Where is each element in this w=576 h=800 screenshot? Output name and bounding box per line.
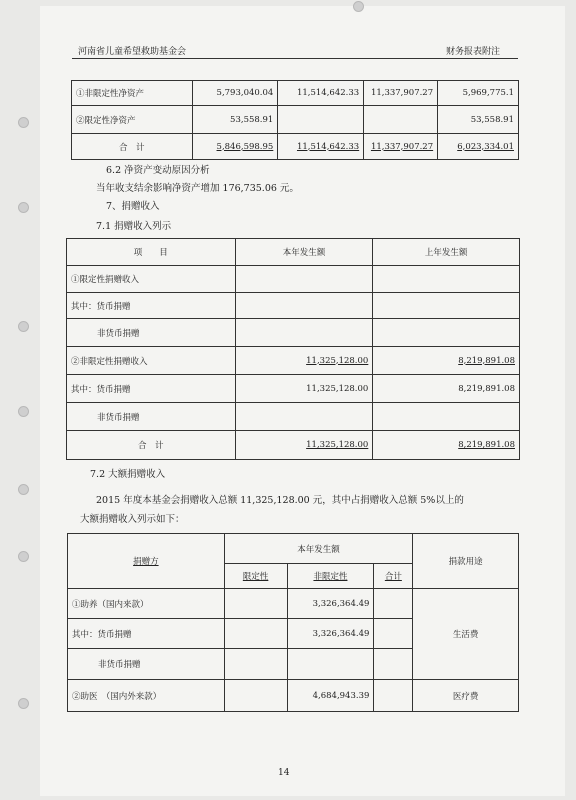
punch-hole — [18, 484, 29, 495]
table-row — [67, 266, 520, 293]
row-label: ①限定性捐赠收入 — [67, 266, 236, 293]
cell-value: 53,558.91 — [438, 106, 519, 134]
row-label: 非货币捐赠 — [68, 649, 225, 680]
punch-hole — [18, 698, 29, 709]
section-6-2-text: 当年收支结余影响净资产增加 176,735.06 元。 — [96, 183, 299, 194]
section-7-2-text-line2: 大额捐赠收入列示如下： — [80, 514, 185, 525]
header-doc-title: 财务报表附注 — [446, 47, 501, 57]
column-header: 捐赠方 — [68, 534, 225, 589]
cell-value — [373, 319, 520, 347]
row-label: 合 计 — [72, 134, 193, 160]
cell-value: 生活费 — [413, 589, 519, 680]
cell-value: 11,514,642.33 — [278, 81, 364, 106]
row-label: 合 计 — [67, 431, 236, 460]
punch-hole — [18, 117, 29, 128]
table-row — [68, 589, 519, 619]
cell-value: 3,326,364.49 — [287, 589, 374, 619]
table-header-row — [67, 239, 520, 266]
row-label: 非货币捐赠 — [67, 403, 236, 431]
punch-hole — [18, 321, 29, 332]
column-header: 上年发生额 — [373, 239, 520, 266]
row-label: 其中：货币捐赠 — [67, 293, 236, 319]
cell-value — [373, 403, 520, 431]
cell-value: 8,219,891.08 — [373, 431, 520, 460]
row-label: ②非限定性捐赠收入 — [67, 347, 236, 375]
cell-value — [374, 619, 413, 649]
punch-hole — [353, 1, 364, 12]
cell-value — [278, 106, 364, 134]
cell-value — [224, 589, 287, 619]
row-label: 非货币捐赠 — [67, 319, 236, 347]
punch-hole — [18, 406, 29, 417]
table-row-total — [72, 134, 519, 160]
column-header: 非限定性 — [287, 564, 374, 589]
cell-value — [287, 649, 374, 680]
row-label: 其中：货币捐赠 — [67, 375, 236, 403]
header-org: 河南省儿童希望救助基金会 — [78, 47, 187, 57]
table-row — [67, 375, 520, 403]
cell-value: 医疗费 — [413, 680, 519, 712]
cell-value: 11,325,128.00 — [235, 347, 373, 375]
table-row — [68, 680, 519, 712]
cell-value — [374, 649, 413, 680]
column-header: 合计 — [374, 564, 413, 589]
row-label: ②限定性净资产 — [72, 106, 193, 134]
cell-value — [235, 319, 373, 347]
punch-hole — [18, 551, 29, 562]
cell-value — [224, 649, 287, 680]
cell-value: 8,219,891.08 — [373, 375, 520, 403]
cell-value: 11,337,907.27 — [364, 81, 438, 106]
table-row — [67, 319, 520, 347]
table-row — [72, 81, 519, 106]
cell-value — [224, 680, 287, 712]
section-7-title: 7、捐赠收入 — [106, 201, 160, 212]
cell-value — [364, 106, 438, 134]
table-header-row — [68, 534, 519, 564]
cell-value: 6,023,334.01 — [438, 134, 519, 160]
net-assets-table — [71, 80, 519, 160]
cell-value — [373, 266, 520, 293]
section-6-2-title: 6.2 净资产变动原因分析 — [106, 165, 210, 176]
header-rule — [72, 58, 518, 59]
cell-value — [235, 266, 373, 293]
cell-value — [374, 680, 413, 712]
cell-value — [374, 589, 413, 619]
cell-value: 5,793,040.04 — [192, 81, 278, 106]
section-7-2-title: 7.2 大额捐赠收入 — [90, 469, 166, 480]
column-header: 捐款用途 — [413, 534, 519, 589]
cell-value: 11,325,128.00 — [235, 431, 373, 460]
cell-value: 11,325,128.00 — [235, 375, 373, 403]
table-row — [67, 293, 520, 319]
cell-value: 8,219,891.08 — [373, 347, 520, 375]
cell-value: 4,684,943.39 — [287, 680, 374, 712]
cell-value: 5,969,775.1 — [438, 81, 519, 106]
page-number: 14 — [278, 768, 290, 778]
cell-value — [224, 619, 287, 649]
row-label: 其中：货币捐赠 — [68, 619, 225, 649]
cell-value: 53,558.91 — [192, 106, 278, 134]
cell-value: 11,337,907.27 — [364, 134, 438, 160]
cell-value: 3,326,364.49 — [287, 619, 374, 649]
cell-value — [235, 293, 373, 319]
row-label: ①助养（国内来款） — [68, 589, 225, 619]
table-row-total — [67, 431, 520, 460]
table-row — [67, 347, 520, 375]
punch-hole — [18, 202, 29, 213]
large-donations-table — [67, 533, 519, 712]
row-label: ②助医 （国内外来款） — [68, 680, 225, 712]
column-header: 限定性 — [224, 564, 287, 589]
cell-value — [235, 403, 373, 431]
column-header: 项 目 — [67, 239, 236, 266]
column-header: 本年发生额 — [235, 239, 373, 266]
cell-value: 11,514,642.33 — [278, 134, 364, 160]
section-7-2-text-line1: 2015 年度本基金会捐赠收入总额 11,325,128.00 元，其中占捐赠收入总额 5%以上的 — [96, 495, 464, 506]
donation-income-table — [66, 238, 520, 460]
table-row — [72, 106, 519, 134]
row-label: ①非限定性净资产 — [72, 81, 193, 106]
section-7-1-title: 7.1 捐赠收入列示 — [96, 221, 172, 232]
cell-value: 5,846,598.95 — [192, 134, 278, 160]
cell-value — [373, 293, 520, 319]
column-header: 本年发生额 — [224, 534, 413, 564]
table-row — [67, 403, 520, 431]
